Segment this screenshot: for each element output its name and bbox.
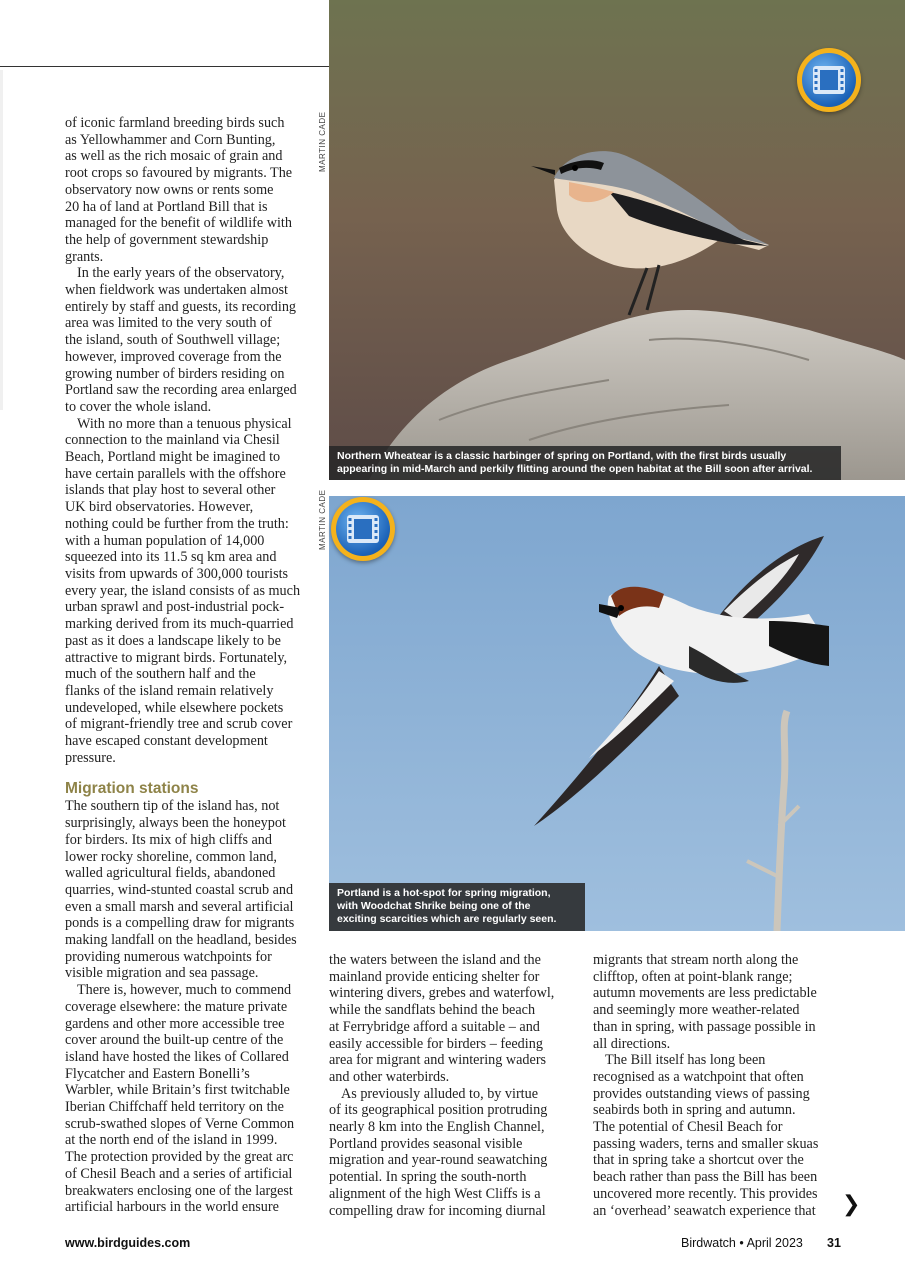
text-line: The protection provided by the great arc bbox=[65, 1149, 294, 1166]
col3-body bbox=[593, 952, 843, 1219]
text-line: connection to the mainland via Chesil bbox=[65, 432, 280, 449]
text-line: of iconic farmland breeding birds such bbox=[65, 115, 285, 131]
text-line: at Ferrybridge afford a suitable – and bbox=[329, 1018, 540, 1035]
text-line: Portland provides seasonal visible bbox=[329, 1135, 523, 1152]
text-line: much of the southern half and the bbox=[65, 666, 256, 683]
text-line: mainland provide enticing shelter for bbox=[329, 968, 540, 985]
text-line: potential. In spring the south-north bbox=[329, 1169, 527, 1186]
text-line: of its geographical position protruding bbox=[329, 1102, 548, 1119]
issue-date: April 2023 bbox=[746, 1236, 803, 1250]
article-column-1 bbox=[65, 115, 320, 1216]
col1-bottom bbox=[65, 798, 320, 1216]
text-line: nothing could be further from the truth: bbox=[65, 515, 289, 532]
text-line: visits from upwards of 300,000 tourists bbox=[65, 565, 289, 582]
article-column-3 bbox=[593, 952, 843, 1219]
text-line: all directions. bbox=[593, 1035, 671, 1052]
text-line: an ‘overhead’ seawatch experience that bbox=[593, 1202, 816, 1219]
text-line: past as it does a landscape likely to be bbox=[65, 632, 281, 649]
text-line: wintering divers, grebes and waterfowl, bbox=[329, 985, 555, 1002]
text-line: recognised as a watchpoint that often bbox=[593, 1068, 804, 1085]
text-line: and other waterbirds. bbox=[329, 1068, 450, 1085]
text-line: islands that play host to several other bbox=[65, 482, 276, 499]
text-line: grants. bbox=[65, 248, 104, 265]
text-line: while the sandflats behind the beach bbox=[329, 1002, 536, 1019]
text-line: area was limited to the very south of bbox=[65, 315, 272, 332]
text-line: with a human population of 14,000 bbox=[65, 532, 265, 549]
text-line: entirely by staff and guests, its recording bbox=[65, 298, 297, 315]
text-line: that in spring take a shortcut over the bbox=[593, 1152, 804, 1169]
text-line: alignment of the high West Cliffs is a bbox=[329, 1185, 541, 1202]
text-line: Warbler, while Britain’s first twitchable bbox=[65, 1082, 290, 1099]
text-line: autumn movements are less predictable bbox=[593, 985, 817, 1002]
text-line: pressure. bbox=[65, 749, 116, 766]
text-line: the island, south of Southwell village; bbox=[65, 332, 281, 349]
text-line: Iberian Chiffchaff held territory on the bbox=[65, 1099, 284, 1116]
page-edge bbox=[0, 70, 3, 410]
text-line: as well as the rich mosaic of grain and bbox=[65, 148, 283, 165]
footer-separator: • bbox=[739, 1236, 744, 1250]
text-line: the help of government stewardship bbox=[65, 231, 269, 248]
film-icon bbox=[347, 515, 379, 543]
text-line: provides outstanding views of passing bbox=[593, 1085, 810, 1102]
text-line: attractive to migrant birds. Fortunately, bbox=[65, 649, 288, 666]
wheatear-caption bbox=[329, 446, 841, 480]
text-line: The potential of Chesil Beach for bbox=[593, 1119, 783, 1136]
text-line: artificial harbours in the world ensure bbox=[65, 1199, 279, 1216]
col2-body bbox=[329, 952, 579, 1219]
text-line: migrants that stream north along the bbox=[593, 952, 799, 968]
text-line: quarries, wind-stunted coastal scrub and bbox=[65, 881, 294, 898]
shrike-photo bbox=[329, 496, 905, 931]
text-line: clifftop, often at point-blank range; bbox=[593, 968, 793, 985]
text-line: surprisingly, always been the honeypot bbox=[65, 815, 286, 832]
text-line: providing numerous watchpoints for bbox=[65, 948, 272, 965]
shrike-caption bbox=[329, 883, 585, 931]
text-line: In the early years of the observatory, bbox=[77, 265, 285, 282]
text-line: than in spring, with passage possible in bbox=[593, 1018, 816, 1035]
text-line: Beach, Portland might be imagined to bbox=[65, 449, 281, 466]
text-line: There is, however, much to commend bbox=[77, 982, 292, 999]
text-line: the waters between the island and the bbox=[329, 952, 541, 968]
film-icon bbox=[813, 66, 845, 94]
text-line: when fieldwork was undertaken almost bbox=[65, 282, 288, 299]
text-line: easily accessible for birders – feeding bbox=[329, 1035, 543, 1052]
text-line: urban sprawl and post-industrial pock- bbox=[65, 599, 285, 616]
text-line: root crops so favoured by migrants. The bbox=[65, 165, 293, 182]
text-line: migration and year-round seawatching bbox=[329, 1152, 548, 1169]
text-line: flanks of the island remain relatively bbox=[65, 682, 274, 699]
article-column-2 bbox=[329, 952, 579, 1219]
text-line: Portland saw the recording area enlarged bbox=[65, 382, 297, 399]
text-line: making landfall on the headland, besides bbox=[65, 932, 297, 949]
caption-line: with Woodchat Shrike being one of the bbox=[337, 900, 531, 912]
text-line: have escaped constant development bbox=[65, 733, 268, 750]
text-line: squeezed into its 11.5 sq km area and bbox=[65, 549, 277, 566]
text-line: island have hosted the likes of Collared bbox=[65, 1048, 289, 1065]
photo-credit: MARTIN CADE bbox=[318, 489, 327, 550]
text-line: cover around the built-up centre of the bbox=[65, 1032, 284, 1049]
text-line: nearly 8 km into the English Channel, bbox=[329, 1119, 545, 1136]
section-heading: Migration stations bbox=[65, 780, 199, 798]
text-line: As previously alluded to, by virtue bbox=[341, 1085, 539, 1102]
text-line: beach rather than pass the Bill has been bbox=[593, 1169, 818, 1186]
text-line: gardens and other more accessible tree bbox=[65, 1015, 285, 1032]
next-page-arrow[interactable]: ❯ bbox=[842, 1192, 861, 1217]
caption-line: appearing in mid-March and perkily flitting around the open habitat at the Bill soon after arrival. bbox=[337, 463, 813, 475]
text-line: walled agricultural fields, abandoned bbox=[65, 865, 276, 882]
caption-line: exciting scarcities which are regularly seen. bbox=[337, 913, 557, 925]
photo-credit: MARTIN CADE bbox=[318, 111, 327, 172]
text-line: have certain parallels with the offshore bbox=[65, 465, 286, 482]
text-line: area for migrant and wintering waders bbox=[329, 1052, 547, 1069]
caption-line: Portland is a hot-spot for spring migration, bbox=[337, 887, 551, 899]
video-button[interactable] bbox=[331, 497, 395, 561]
text-line: as Yellowhammer and Corn Bunting, bbox=[65, 131, 276, 148]
text-line: marking derived from its much-quarried bbox=[65, 616, 294, 633]
text-line: compelling draw for incoming diurnal bbox=[329, 1202, 546, 1219]
text-line: to cover the whole island. bbox=[65, 398, 212, 415]
text-line: breakwaters enclosing one of the largest bbox=[65, 1182, 293, 1199]
text-line: scrub-swathed slopes of Verne Common bbox=[65, 1115, 295, 1132]
text-line: managed for the benefit of wildlife with bbox=[65, 215, 292, 232]
text-line: lower rocky shoreline, common land, bbox=[65, 848, 277, 865]
text-line: uncovered more recently. This provides bbox=[593, 1185, 818, 1202]
text-line: visible migration and sea passage. bbox=[65, 965, 259, 982]
text-line: ponds is a compelling draw for migrants bbox=[65, 915, 295, 932]
text-line: passing waders, terns and smaller skuas bbox=[593, 1135, 819, 1152]
text-line: UK bird observatories. However, bbox=[65, 499, 254, 516]
text-line: however, improved coverage from the bbox=[65, 348, 282, 365]
text-line: Flycatcher and Eastern Bonelli’s bbox=[65, 1065, 250, 1082]
text-line: seabirds both in spring and autumn. bbox=[593, 1102, 796, 1119]
text-line: at the north end of the island in 1999. bbox=[65, 1132, 278, 1149]
magazine-name: Birdwatch bbox=[681, 1236, 736, 1250]
text-line: coverage elsewhere: the mature private bbox=[65, 998, 288, 1015]
page-number: 31 bbox=[827, 1236, 841, 1250]
text-line: of Chesil Beach and a series of artificial bbox=[65, 1165, 293, 1182]
text-line: 20 ha of land at Portland Bill that is bbox=[65, 198, 268, 215]
text-line: for birders. Its mix of high cliffs and bbox=[65, 831, 272, 848]
text-line: every year, the island consists of as much bbox=[65, 582, 301, 599]
text-line: even a small marsh and several artificial bbox=[65, 898, 294, 915]
text-line: observatory now owns or rents some bbox=[65, 181, 274, 198]
col1-top bbox=[65, 115, 320, 766]
text-line: With no more than a tenuous physical bbox=[77, 415, 292, 432]
video-button[interactable] bbox=[797, 48, 861, 112]
text-line: The Bill itself has long been bbox=[605, 1052, 766, 1069]
text-line: of migrant-friendly tree and scrub cover bbox=[65, 716, 293, 733]
text-line: undeveloped, while elsewhere pockets bbox=[65, 699, 284, 716]
footer-url[interactable]: www.birdguides.com bbox=[65, 1236, 191, 1250]
text-line: and seemingly more weather-related bbox=[593, 1002, 800, 1019]
text-line: growing number of birders residing on bbox=[65, 365, 285, 382]
footer-issue bbox=[681, 1236, 803, 1250]
caption-line: Northern Wheatear is a classic harbinger of spring on Portland, with the first birds usually bbox=[337, 450, 787, 462]
text-line: The southern tip of the island has, not bbox=[65, 798, 280, 815]
